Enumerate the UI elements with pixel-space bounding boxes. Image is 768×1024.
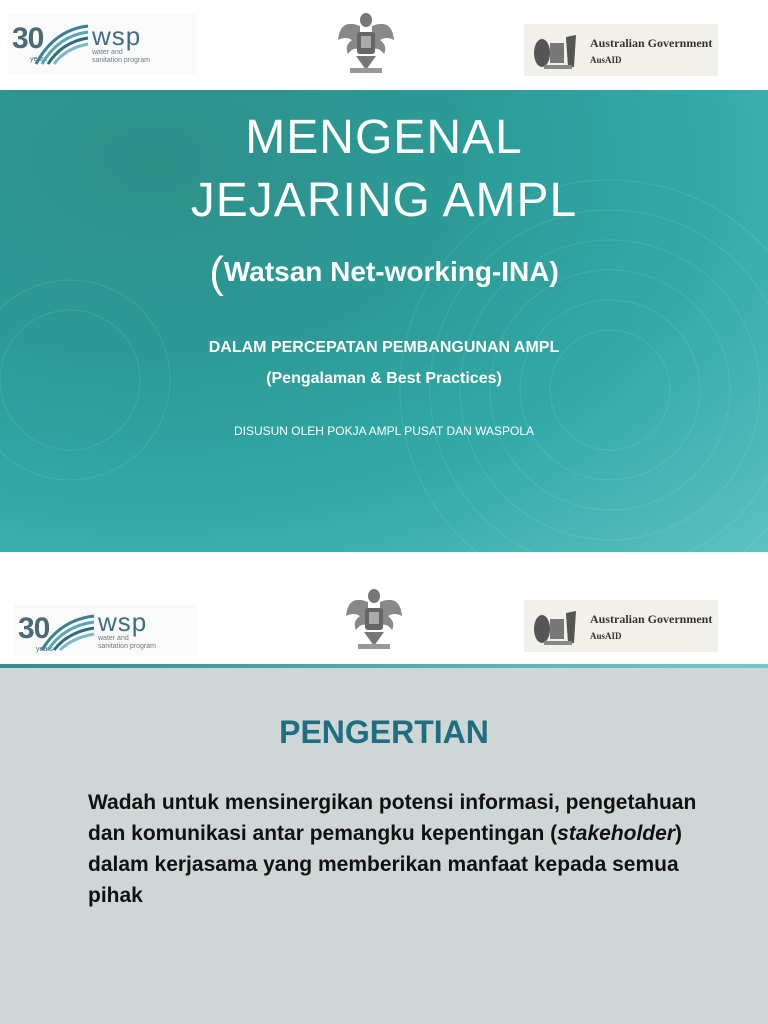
coat-of-arms-icon	[530, 603, 582, 649]
garuda-emblem-icon	[336, 10, 396, 76]
logo-bar	[0, 0, 768, 90]
title-line-3-text: Watsan Net-working-INA	[223, 256, 550, 287]
title-line-2: JEJARING AMPL	[190, 174, 578, 227]
wsp-logo	[14, 604, 198, 656]
ausaid-text: AusAID	[590, 630, 622, 641]
title-paren-open: (	[209, 248, 224, 297]
wsp-tagline-2: sanitation program	[92, 57, 150, 64]
definition-paragraph	[88, 787, 728, 911]
australian-government-logo	[524, 24, 718, 76]
credit-line: DISUSUN OLEH POKJA AMPL PUSAT DAN WASPOLA	[233, 424, 535, 438]
wsp-tagline-2: sanitation program	[98, 643, 156, 650]
definition-text-2: ) dalam kerjasama yang memberikan manfaat kepada semua pihak	[88, 822, 682, 907]
wsp-name: wsp	[92, 21, 142, 51]
wsp-name: wsp	[98, 607, 148, 637]
definition-text-1: Wadah untuk mensinergikan potensi informasi, pengetahuan dan komunikasi antar pemangku kepentingan (	[88, 791, 697, 845]
subtitle-1: DALAM PERCEPATAN PEMBANGUNAN AMPL	[208, 339, 560, 356]
australian-government-text: Australian Government	[590, 611, 713, 626]
logo-bar	[0, 576, 768, 664]
wsp-swoosh-icon	[40, 610, 96, 652]
wsp-tagline-1: water and	[98, 635, 129, 642]
subtitle-2: (Pengalaman & Best Practices)	[266, 370, 502, 387]
title-paren-close: )	[549, 256, 559, 287]
wsp-years-label: years	[30, 56, 48, 63]
wsp-years-label: years	[36, 646, 54, 653]
title-line-1: MENGENAL	[245, 111, 523, 164]
wsp-tagline-1: water and	[92, 49, 123, 56]
australian-government-logo	[524, 600, 718, 652]
coat-of-arms-icon	[530, 27, 582, 73]
title-line-3	[0, 248, 768, 298]
ausaid-text: AusAID	[590, 54, 622, 65]
garuda-emblem-icon	[338, 586, 410, 652]
wsp-logo	[8, 14, 196, 74]
wsp-swoosh-icon	[34, 20, 90, 66]
slide-heading: PENGERTIAN	[279, 714, 489, 750]
definition-italic-term: stakeholder	[557, 822, 675, 845]
wsp-years-number: 30	[18, 612, 50, 645]
wsp-years-number: 30	[12, 22, 44, 55]
australian-government-text: Australian Government	[590, 35, 713, 50]
